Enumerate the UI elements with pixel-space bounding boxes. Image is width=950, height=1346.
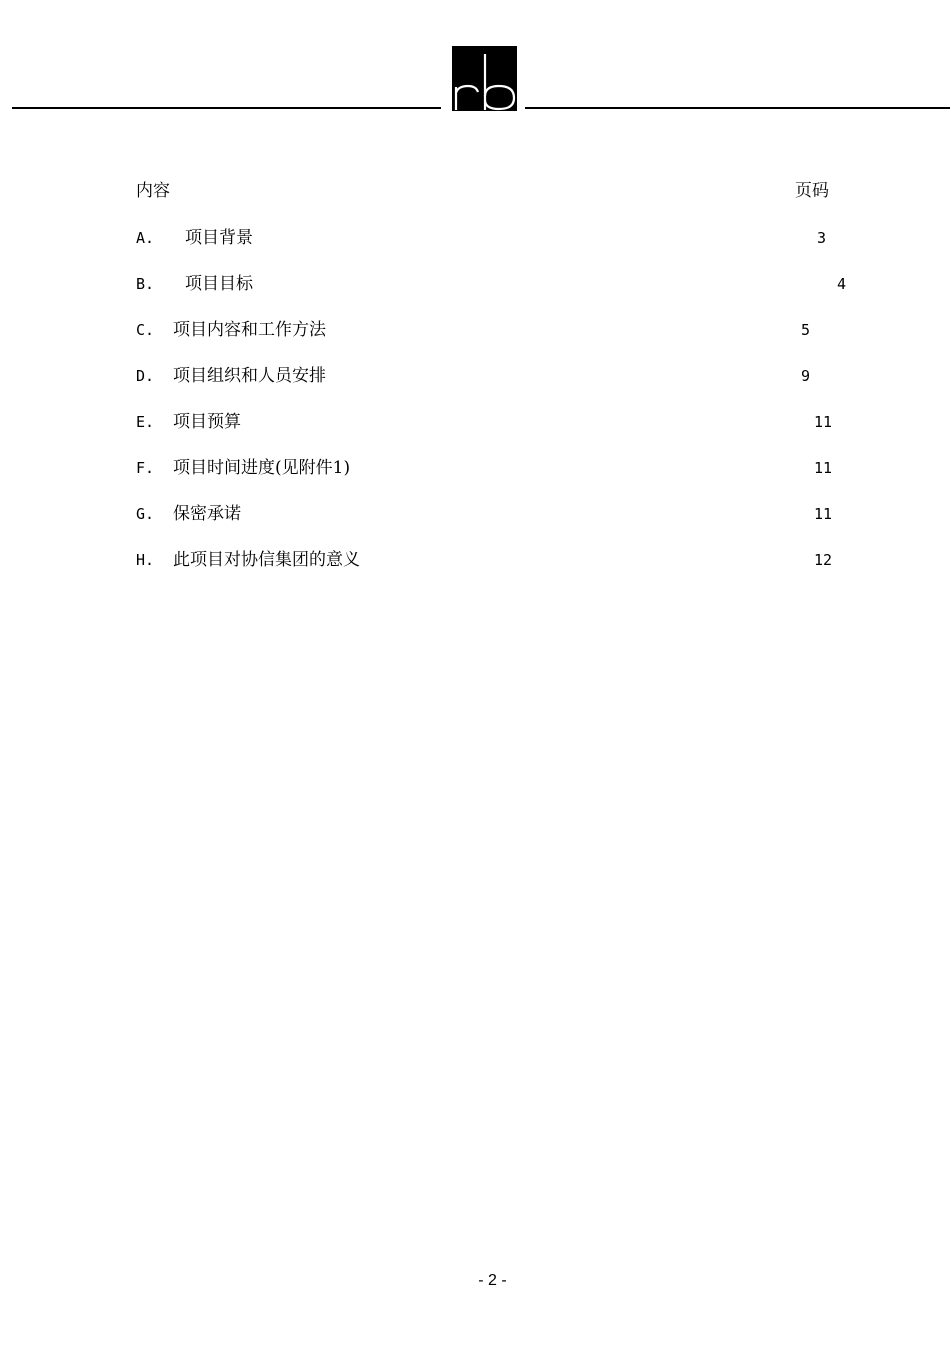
toc-heading-contents: 内容 [136,181,170,201]
toc-item [0,410,950,434]
toc-item [0,456,950,480]
toc-item-letter: F. [136,459,155,477]
header-rule-left [12,107,441,109]
rb-logo [452,46,517,111]
toc-item-title: 项目内容和工作方法 [173,320,326,340]
toc-item-page: 5 [801,321,811,339]
toc-item-letter: H. [136,551,155,569]
toc-item [0,502,950,526]
toc-item-title: 保密承诺 [173,504,241,524]
toc-item-page: 11 [814,505,833,523]
toc-item-page: 3 [817,229,827,247]
toc-item-letter: A. [136,229,155,247]
toc-item-title: 此项目对协信集团的意义 [173,550,360,570]
toc-item-title: 项目组织和人员安排 [173,366,326,386]
toc-item [0,318,950,342]
header-rule-right [525,107,950,109]
toc-item-title: 项目预算 [173,412,241,432]
toc-item-title: 项目时间进度(见附件1) [173,458,351,478]
toc-item-title: 项目背景 [185,228,253,248]
toc-item-page: 9 [801,367,811,385]
toc-item-page: 4 [837,275,847,293]
toc-item-page: 12 [814,551,833,569]
toc-item-page: 11 [814,413,833,431]
toc-item-letter: G. [136,505,155,523]
page-number: - 2 - [478,1272,507,1289]
toc-item-title: 项目目标 [185,274,253,294]
toc-item [0,226,950,250]
toc-item [0,272,950,296]
toc-item-letter: D. [136,367,155,385]
toc-item-page: 11 [814,459,833,477]
toc-item-letter: B. [136,275,155,293]
rb-logo-icon [452,46,517,111]
toc-item-letter: C. [136,321,155,339]
toc-item-letter: E. [136,413,155,431]
toc-item [0,364,950,388]
toc-heading-page: 页码 [795,181,829,201]
toc-item [0,548,950,572]
